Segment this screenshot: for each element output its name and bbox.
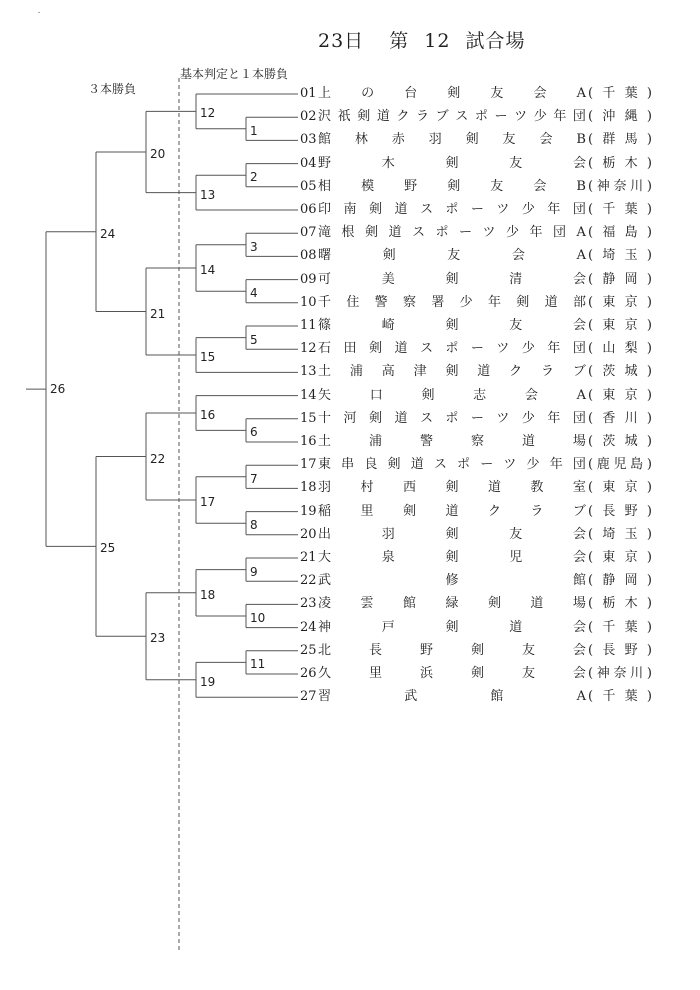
team-number: 27 (300, 689, 317, 705)
match-number: 22 (150, 451, 166, 466)
team-name: 武 修 館 (318, 573, 586, 589)
team-name: 印 南 剣 道 ス ポ ー ツ 少 年 団 (318, 202, 586, 217)
match-number: 20 (150, 147, 166, 161)
team-prefecture: ( 東 京 ) (588, 387, 652, 403)
match-number: 7 (250, 471, 258, 486)
match-number: 16 (200, 408, 216, 422)
team-number: 07 (300, 225, 317, 241)
team-number: 14 (300, 387, 317, 403)
match-number: 15 (200, 350, 216, 364)
team-number: 16 (300, 434, 317, 449)
team-number: 05 (300, 178, 317, 194)
team-number: 22 (300, 573, 317, 589)
team-number: 25 (300, 642, 317, 658)
team-row (300, 503, 652, 521)
team-prefecture: ( 東 京 ) (588, 550, 652, 565)
title-dai: 第 (389, 30, 410, 52)
team-name: 千 住 警 察 署 少 年 剣 道 部 (318, 294, 586, 310)
team-number: 09 (300, 271, 317, 287)
team-number: 24 (300, 619, 317, 635)
team-name: 久 里 浜 剣 友 会 (318, 666, 586, 681)
team-name: 土 浦 警 察 道 場 (318, 434, 586, 449)
match-number: 10 (250, 611, 266, 625)
team-name: 滝 根 剣 道 ス ポ ー ツ 少 年 団 A (318, 225, 586, 241)
team-number: 10 (300, 294, 317, 310)
team-prefecture: ( 栃 木 ) (588, 155, 652, 171)
team-name: 野 木 剣 友 会 (318, 155, 586, 171)
team-prefecture: ( 静 岡 ) (588, 271, 652, 287)
match-number: 21 (150, 306, 166, 321)
team-name: 習 武 館 A (318, 689, 586, 705)
team-number: 12 (300, 341, 317, 357)
team-row (300, 526, 652, 544)
team-prefecture: ( 神 奈 川 ) (588, 178, 652, 194)
team-number: 19 (300, 503, 317, 519)
match-number: 24 (100, 226, 116, 241)
team-row (300, 642, 652, 660)
team-row (300, 85, 652, 103)
label-three-point-match: ３本勝負 (88, 82, 137, 96)
team-row (300, 224, 652, 242)
team-prefecture: ( 鹿 児 島 ) (588, 457, 652, 473)
team-row (300, 108, 652, 126)
team-row (300, 410, 652, 428)
team-name: 相 模 野 剣 友 会 B (318, 178, 586, 194)
team-prefecture: ( 山 梨 ) (588, 341, 652, 357)
team-name: 神 戸 剣 道 会 (318, 619, 586, 635)
team-row (300, 619, 652, 637)
team-name: 上 の 台 剣 友 会 A (318, 86, 586, 101)
title-court-number: 12 (424, 30, 451, 52)
match-number: 11 (250, 657, 266, 672)
team-prefecture: ( 香 川 ) (588, 410, 652, 426)
match-number: 26 (50, 382, 66, 397)
team-prefecture: ( 沖 縄 ) (588, 109, 652, 125)
team-number: 17 (300, 457, 317, 473)
team-name: 羽 村 西 剣 道 教 室 (318, 480, 586, 496)
team-row (300, 317, 652, 335)
team-prefecture: ( 茨 城 ) (588, 364, 652, 380)
title-court-label: 試合場 (465, 30, 526, 52)
team-name: 凌 雲 館 緑 剣 道 場 (318, 596, 586, 612)
team-name: 矢 口 剣 志 会 A (318, 387, 586, 403)
team-row (300, 479, 652, 497)
team-row (300, 131, 652, 149)
match-number: 1 (250, 123, 258, 138)
team-name: 十 河 剣 道 ス ポ ー ツ 少 年 団 (318, 410, 586, 426)
team-row (300, 363, 652, 381)
team-prefecture: ( 東 京 ) (588, 480, 652, 496)
team-prefecture: ( 千 葉 ) (588, 86, 652, 101)
label-basic-judgement: 基本判定と１本勝負 (180, 67, 289, 81)
team-row (300, 595, 652, 613)
team-number: 08 (300, 248, 317, 264)
team-name: 出 羽 剣 友 会 (318, 526, 586, 542)
team-prefecture: ( 千 葉 ) (588, 689, 652, 705)
team-name: 沢 祇 剣 道 ク ラ ブ ス ポ ー ツ 少 年 団 (318, 109, 586, 125)
team-name: 石 田 剣 道 ス ポ ー ツ 少 年 団 (318, 341, 586, 357)
team-prefecture: ( 東 京 ) (588, 294, 652, 310)
team-name: 土 浦 高 津 剣 道 ク ラ ブ (318, 364, 586, 380)
team-prefecture: ( 栃 木 ) (588, 596, 652, 612)
team-number: 21 (300, 550, 317, 565)
team-prefecture: ( 群 馬 ) (588, 132, 652, 148)
team-number: 18 (300, 480, 317, 496)
team-prefecture: ( 千 葉 ) (588, 202, 652, 217)
team-row (300, 271, 652, 289)
team-prefecture: ( 埼 玉 ) (588, 526, 652, 542)
match-number: 25 (100, 541, 116, 556)
team-number: 26 (300, 666, 317, 681)
team-name: 館 林 赤 羽 剣 友 会 B (318, 132, 586, 148)
match-number: 12 (200, 106, 216, 121)
team-row (300, 549, 652, 567)
team-row (300, 387, 652, 405)
team-row (300, 665, 652, 683)
match-number: 18 (200, 587, 216, 602)
team-prefecture: ( 長 野 ) (588, 503, 652, 519)
title-day: 23日 (318, 30, 365, 52)
team-number: 06 (300, 202, 317, 217)
match-number: 9 (250, 564, 258, 579)
match-number: 4 (250, 286, 258, 301)
team-name: 大 泉 剣 児 会 (318, 550, 586, 565)
team-row (300, 155, 652, 173)
team-row (300, 201, 652, 219)
team-number: 23 (300, 596, 317, 612)
team-name: 篠 崎 剣 友 会 (318, 318, 586, 333)
match-number: 13 (200, 187, 216, 202)
team-number: 04 (300, 155, 317, 171)
team-row (300, 688, 652, 706)
team-name: 可 美 剣 清 会 (318, 271, 586, 287)
team-number: 03 (300, 132, 317, 148)
team-number: 20 (300, 526, 317, 542)
team-number: 02 (300, 109, 317, 125)
team-number: 11 (300, 318, 317, 333)
match-number: 2 (250, 170, 258, 185)
team-row (300, 178, 652, 196)
team-row (300, 572, 652, 590)
team-number: 01 (300, 86, 317, 101)
team-name: 稲 里 剣 道 ク ラ ブ (318, 503, 586, 519)
match-number: 14 (200, 263, 216, 277)
team-name: 東 串 良 剣 道 ス ポ ー ツ 少 年 団 (318, 457, 586, 473)
match-number: 5 (250, 332, 258, 347)
team-row (300, 294, 652, 312)
team-prefecture: ( 東 京 ) (588, 318, 652, 333)
team-row (300, 456, 652, 474)
match-number: 8 (250, 518, 258, 533)
team-prefecture: ( 長 野 ) (588, 642, 652, 658)
team-prefecture: ( 埼 玉 ) (588, 248, 652, 264)
match-number: 6 (250, 425, 258, 440)
team-name: 曙 剣 友 会 A (318, 248, 586, 264)
team-number: 13 (300, 364, 317, 380)
team-prefecture: ( 千 葉 ) (588, 619, 652, 635)
team-name: 北 長 野 剣 友 会 (318, 642, 586, 658)
team-prefecture: ( 茨 城 ) (588, 434, 652, 449)
match-number: 3 (250, 239, 258, 254)
team-row (300, 340, 652, 358)
match-number: 23 (150, 631, 166, 646)
match-number: 19 (200, 674, 216, 689)
team-prefecture: ( 静 岡 ) (588, 573, 652, 589)
team-prefecture: ( 神 奈 川 ) (588, 666, 652, 681)
team-row (300, 433, 652, 451)
match-number: 17 (200, 495, 216, 509)
team-row (300, 247, 652, 265)
team-prefecture: ( 福 島 ) (588, 225, 652, 241)
team-number: 15 (300, 410, 317, 426)
